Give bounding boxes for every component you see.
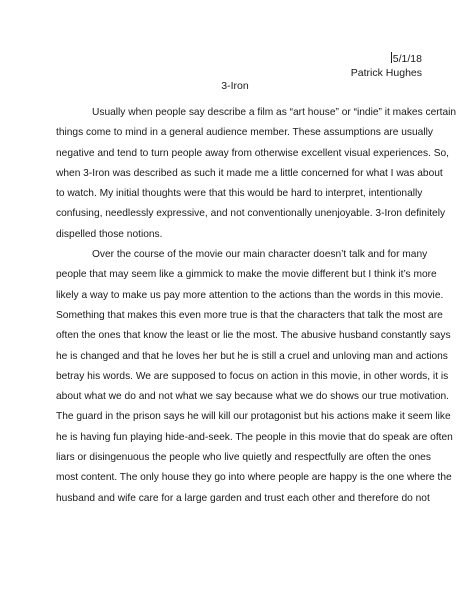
paragraph-1 [56, 103, 457, 245]
text-line: Something that makes this even more true is that the characters that talk the most are [56, 309, 443, 321]
text-line: confusing, needlessly expressive, and not conventionally unenjoyable. 3-Iron definitely [56, 208, 446, 220]
text-line: husband and wife care for a large garden and trust each other and therefore do not [56, 492, 430, 504]
text-line: to watch. My initial thoughts were that this would be hard to interpret, intentionally [56, 188, 423, 200]
author-name: Patrick Hughes [350, 67, 422, 79]
date-line [351, 52, 422, 66]
text-line: most content. The only house they go into where people are happy is the one where the [56, 472, 452, 484]
text-line: liars or disingenuous the people who live quietly and respectfully are often the ones [56, 452, 431, 464]
body-text[interactable] [56, 103, 457, 509]
text-line: things come to mind in a general audience member. These assumptions are usually [56, 127, 433, 139]
text-line: about what we do and not what we say because what we do shows our true motivation. [56, 391, 450, 403]
text-line: betray his words. We are supposed to focus on action in this movie, in other words, it is [56, 370, 449, 382]
text-line: dispelled those notions. [56, 228, 163, 240]
document-title: 3-Iron [221, 80, 249, 92]
text-line: The guard in the prison says he will kill our protagonist but his actions make it seem like [56, 411, 451, 423]
text-line: likely a way to make us pay more attention to the actions than the words in this movie. [56, 289, 444, 301]
date: 5/1/18 [392, 53, 422, 65]
header-block [351, 52, 422, 80]
text-line: Usually when people say describe a film as “art house” or “indie” it makes certain [92, 107, 457, 118]
paragraph-2 [56, 245, 453, 509]
text-line: he is having fun playing hide-and-seek. The people in this movie that do speak are often [56, 431, 453, 443]
text-line: when 3-Iron was described as such it made me a little concerned for what I was about [56, 167, 443, 179]
text-line: he is changed and that he loves her but he is still a cruel and unloving man and actions [56, 350, 448, 362]
text-line: often the ones that know the least or lie the most. The abusive husband constantly says [56, 330, 451, 342]
text-line: negative and tend to turn people away from otherwise excellent visual experiences. So, [56, 147, 450, 159]
text-line: Over the course of the movie our main character doesn’t talk and for many [92, 249, 428, 261]
text-line: people that may seem like a gimmick to make the movie different but I think it’s more [56, 269, 437, 281]
text-cursor [391, 52, 392, 63]
